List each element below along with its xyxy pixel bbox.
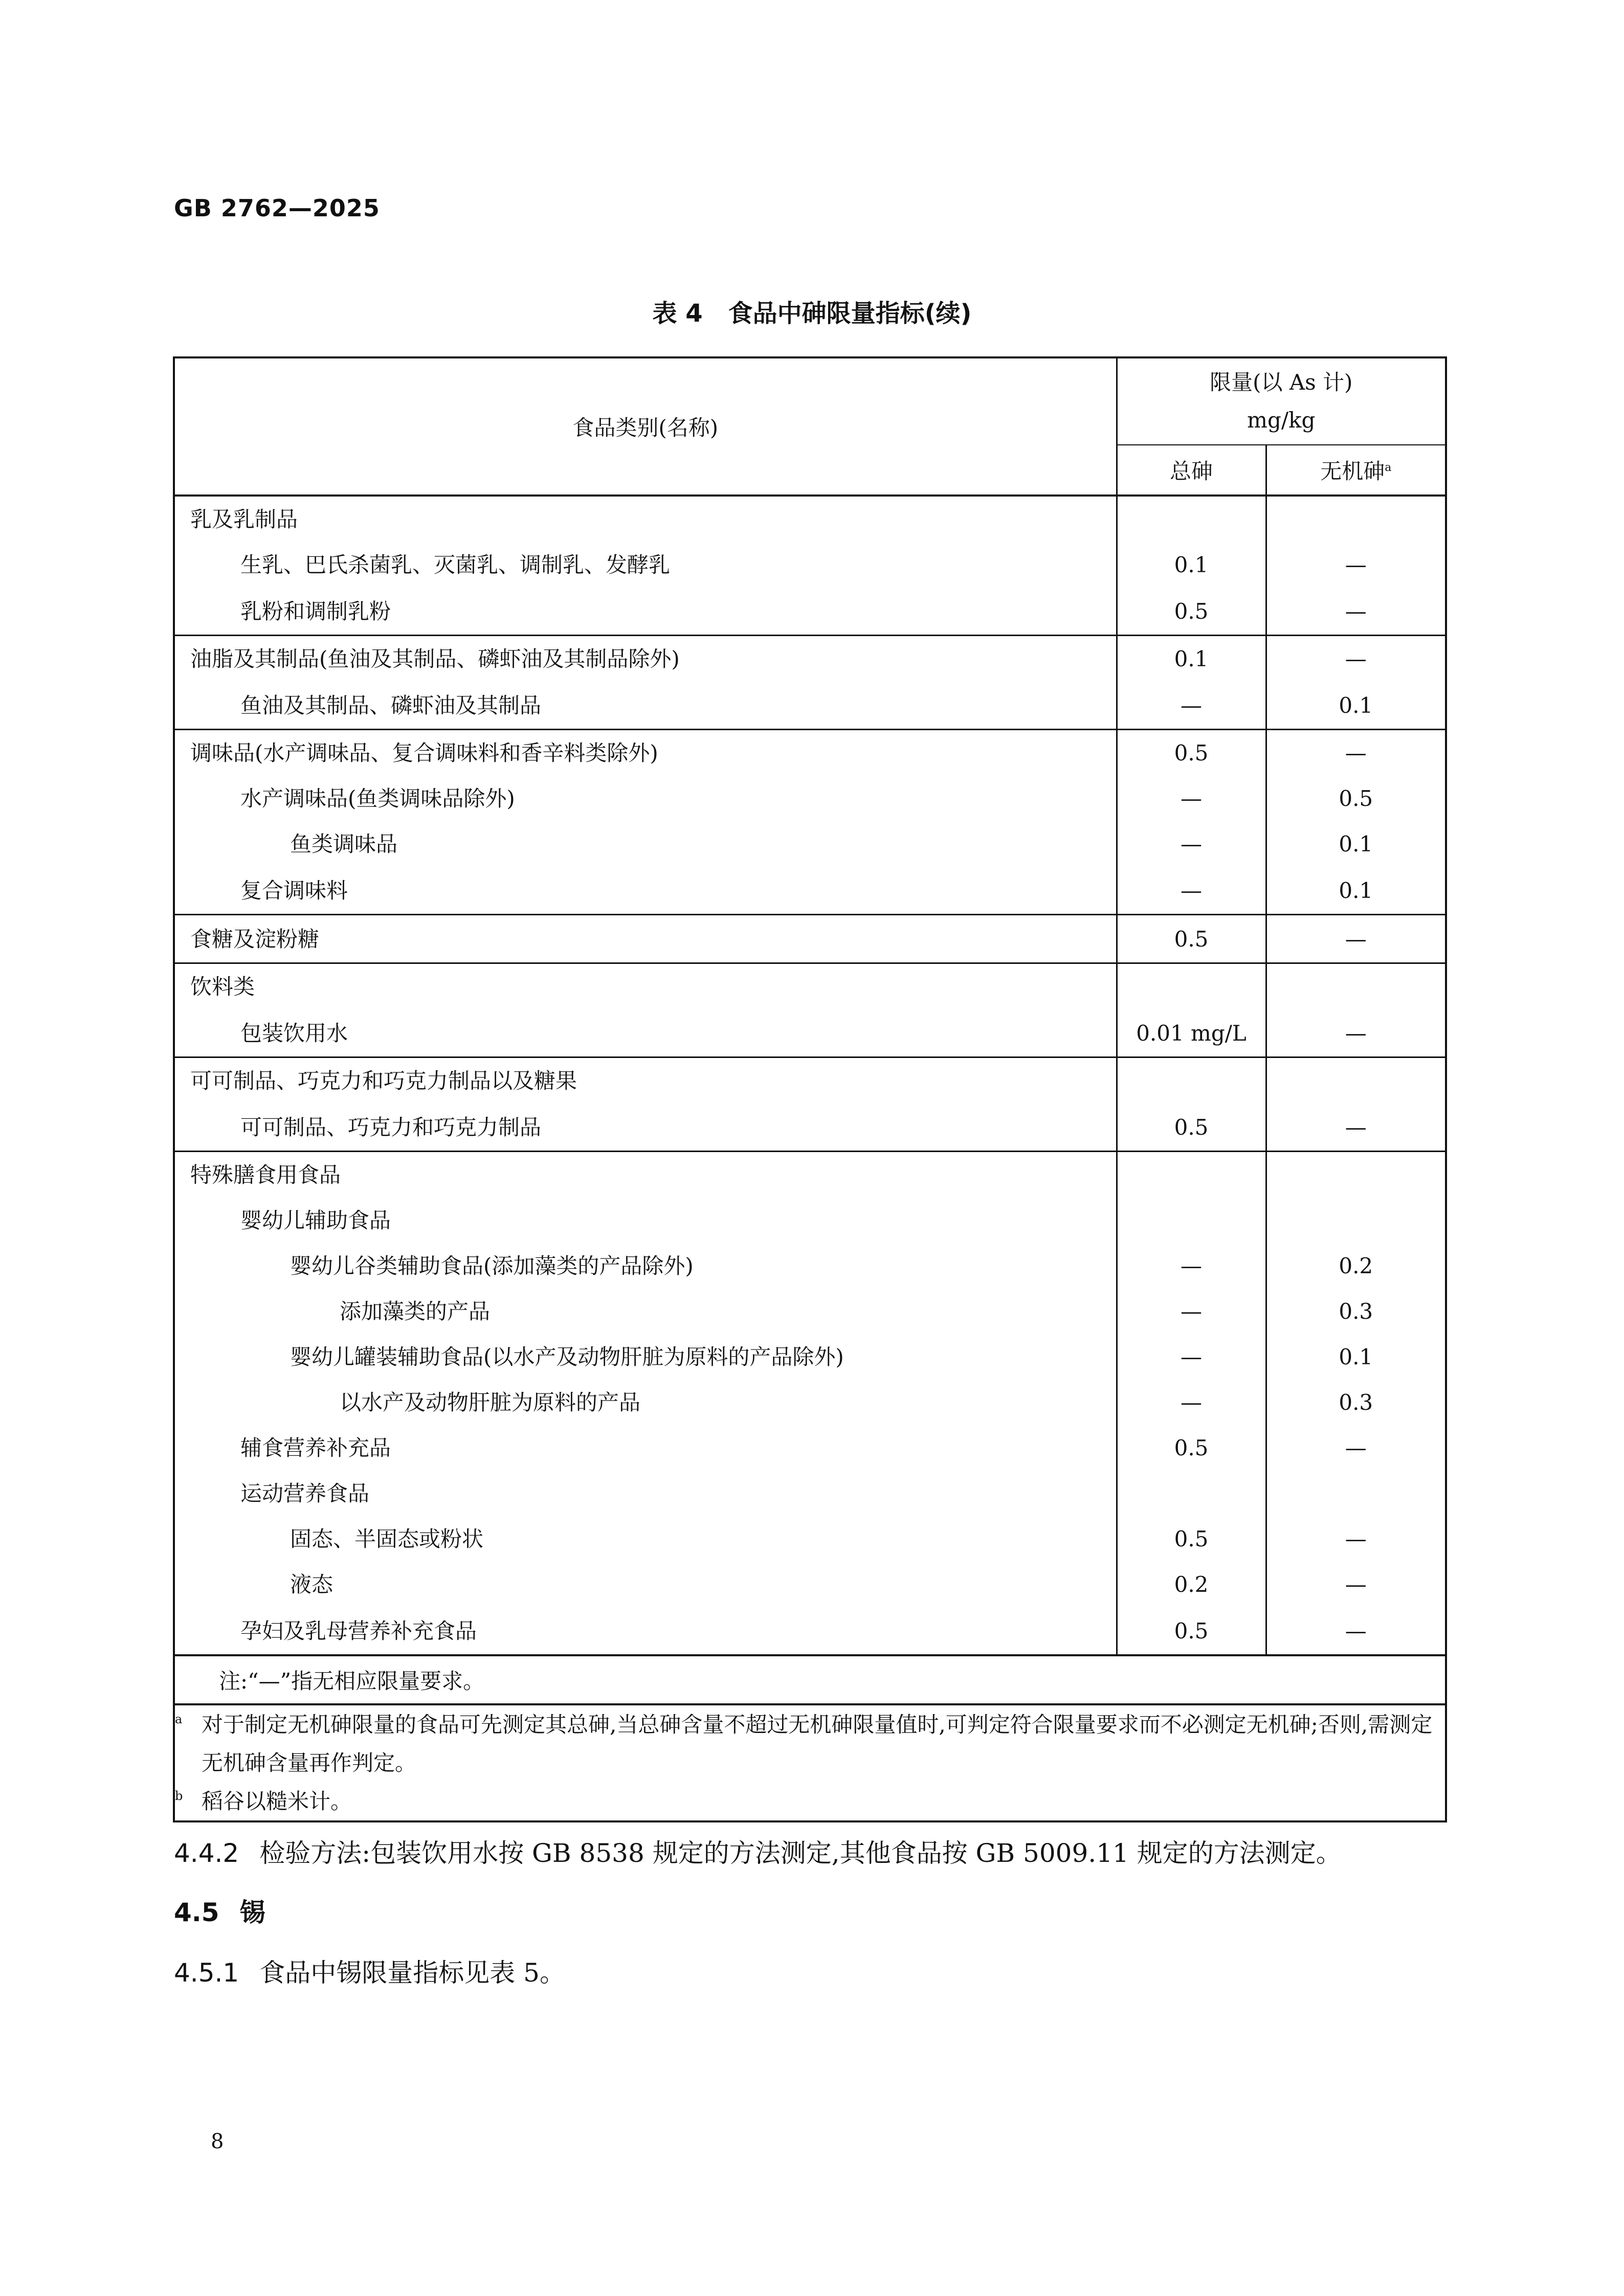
total-arsenic-cell: 0.01 mg/L bbox=[1117, 1009, 1266, 1057]
food-category-cell: 乳粉和调制乳粉 bbox=[174, 588, 1117, 636]
table-row bbox=[174, 542, 1446, 588]
clause-number: 4.4.2 bbox=[174, 1838, 239, 1868]
table-title-text: 食品中砷限量指标(续) bbox=[728, 299, 972, 328]
clause-4-5-1 bbox=[174, 1952, 565, 1989]
inorganic-arsenic-cell bbox=[1266, 1152, 1446, 1198]
table-group bbox=[174, 730, 1446, 915]
food-category-cell: 食糖及淀粉糖 bbox=[174, 915, 1117, 963]
total-arsenic-cell: 0.1 bbox=[1117, 636, 1266, 682]
table-row bbox=[174, 636, 1446, 682]
header-food-category: 食品类别(名称) bbox=[174, 357, 1117, 496]
total-arsenic-cell: — bbox=[1117, 776, 1266, 821]
total-arsenic-cell bbox=[1117, 1152, 1266, 1198]
food-category-cell: 特殊膳食用食品 bbox=[174, 1152, 1117, 1198]
footnote-a-mark: a bbox=[175, 1712, 183, 1726]
table-row bbox=[174, 1104, 1446, 1152]
clause-number: 4.5.1 bbox=[174, 1958, 239, 1988]
total-arsenic-cell: 0.2 bbox=[1117, 1562, 1266, 1607]
table-footnotes bbox=[174, 1704, 1446, 1821]
header-inorganic-arsenic bbox=[1266, 445, 1446, 496]
inorganic-arsenic-cell bbox=[1266, 496, 1446, 542]
table-row bbox=[174, 1607, 1446, 1655]
table-row bbox=[174, 776, 1446, 821]
total-arsenic-cell bbox=[1117, 1198, 1266, 1243]
inorganic-arsenic-cell: 0.1 bbox=[1339, 1344, 1373, 1369]
total-arsenic-cell: 0.1 bbox=[1117, 542, 1266, 588]
clause-text: 检验方法:包装饮用水按 GB 8538 规定的方法测定,其他食品按 GB 5009.11 规定的方法测定。 bbox=[259, 1838, 1342, 1868]
inorganic-arsenic-cell: 0.3 bbox=[1339, 1299, 1373, 1324]
total-arsenic-cell: — bbox=[1117, 1334, 1266, 1380]
footnote-a-text: 对于制定无机砷限量的食品可先测定其总砷,当总砷含量不超过无机砷限量值时,可判定符合限量要求而不必测定无机砷;否则,需测定无机砷含量再作判定。 bbox=[202, 1712, 1433, 1775]
food-category-cell: 固态、半固态或粉状 bbox=[174, 1516, 1117, 1562]
food-category-cell: 辅食营养补充品 bbox=[174, 1425, 1117, 1471]
table-note: 注:“—”指无相应限量要求。 bbox=[174, 1655, 1446, 1704]
table-group bbox=[174, 1152, 1446, 1656]
table-row bbox=[174, 1380, 1446, 1425]
section-title: 锡 bbox=[239, 1898, 265, 1927]
table-row bbox=[174, 1057, 1446, 1104]
food-category-cell: 运动营养食品 bbox=[174, 1471, 1117, 1516]
table-number: 表 4 bbox=[652, 299, 703, 328]
table-row bbox=[174, 682, 1446, 730]
footnote-mark-a: a bbox=[1385, 461, 1392, 474]
footnote-b bbox=[175, 1782, 1445, 1820]
table-group bbox=[174, 1057, 1446, 1152]
table-row bbox=[174, 1516, 1446, 1562]
section-number: 4.5 bbox=[174, 1898, 219, 1927]
inorganic-arsenic-cell bbox=[1266, 1471, 1446, 1516]
total-arsenic-cell bbox=[1117, 1057, 1266, 1104]
food-category-cell: 鱼类调味品 bbox=[174, 821, 1117, 867]
inorganic-arsenic-cell bbox=[1266, 963, 1446, 1010]
food-category-cell: 复合调味料 bbox=[174, 867, 1117, 915]
food-category-cell: 油脂及其制品(鱼油及其制品、磷虾油及其制品除外) bbox=[174, 636, 1117, 682]
total-arsenic-cell: 0.5 bbox=[1117, 1607, 1266, 1655]
total-arsenic-cell: — bbox=[1117, 1380, 1266, 1425]
total-arsenic-cell: 0.5 bbox=[1117, 915, 1266, 963]
inorganic-arsenic-cell: 0.5 bbox=[1339, 786, 1373, 811]
total-arsenic-cell bbox=[1117, 1471, 1266, 1516]
inorganic-arsenic-cell: — bbox=[1345, 1114, 1367, 1140]
header-limit-unit: mg/kg bbox=[1247, 408, 1316, 433]
total-arsenic-cell bbox=[1117, 963, 1266, 1010]
inorganic-arsenic-cell: — bbox=[1266, 730, 1446, 776]
page-number: 8 bbox=[211, 2130, 224, 2153]
table-row bbox=[174, 1471, 1446, 1516]
inorganic-arsenic-cell: — bbox=[1266, 636, 1446, 682]
arsenic-limits-table bbox=[173, 356, 1447, 1822]
food-category-cell: 婴幼儿罐装辅助食品(以水产及动物肝脏为原料的产品除外) bbox=[174, 1334, 1117, 1380]
inorganic-arsenic-cell: 0.3 bbox=[1339, 1390, 1373, 1415]
table-row bbox=[174, 1009, 1446, 1057]
table-row bbox=[174, 1562, 1446, 1607]
table-row bbox=[174, 496, 1446, 542]
table-row bbox=[174, 867, 1446, 915]
table-row bbox=[174, 1289, 1446, 1334]
total-arsenic-cell: 0.5 bbox=[1117, 1104, 1266, 1152]
table-group bbox=[174, 636, 1446, 730]
table-row bbox=[174, 1152, 1446, 1198]
clause-4-4-2 bbox=[174, 1833, 1342, 1870]
food-category-cell: 可可制品、巧克力和巧克力制品 bbox=[174, 1104, 1117, 1152]
table-row bbox=[174, 963, 1446, 1010]
food-category-cell: 可可制品、巧克力和巧克力制品以及糖果 bbox=[174, 1057, 1117, 1104]
food-category-cell: 生乳、巴氏杀菌乳、灭菌乳、调制乳、发酵乳 bbox=[174, 542, 1117, 588]
table-row bbox=[174, 1425, 1446, 1471]
inorganic-arsenic-cell: 0.1 bbox=[1339, 877, 1373, 903]
food-category-cell: 液态 bbox=[174, 1562, 1117, 1607]
food-category-cell: 添加藻类的产品 bbox=[174, 1289, 1117, 1334]
food-category-cell: 乳及乳制品 bbox=[174, 496, 1117, 542]
footnote-b-text: 稻谷以糙米计。 bbox=[202, 1789, 352, 1814]
food-category-cell: 水产调味品(鱼类调味品除外) bbox=[174, 776, 1117, 821]
table-row bbox=[174, 730, 1446, 776]
total-arsenic-cell: 0.5 bbox=[1117, 1425, 1266, 1471]
food-category-cell: 婴幼儿谷类辅助食品(添加藻类的产品除外) bbox=[174, 1243, 1117, 1289]
total-arsenic-cell: — bbox=[1117, 1289, 1266, 1334]
inorganic-arsenic-cell: — bbox=[1345, 1572, 1367, 1597]
inorganic-arsenic-cell: — bbox=[1266, 915, 1446, 963]
total-arsenic-cell: 0.5 bbox=[1117, 588, 1266, 636]
total-arsenic-cell: — bbox=[1117, 682, 1266, 730]
inorganic-arsenic-cell: — bbox=[1345, 1435, 1367, 1460]
food-category-cell: 包装饮用水 bbox=[174, 1009, 1117, 1057]
table-row bbox=[174, 588, 1446, 636]
clause-text: 食品中锡限量指标见表 5。 bbox=[259, 1958, 565, 1988]
food-category-cell: 以水产及动物肝脏为原料的产品 bbox=[174, 1380, 1117, 1425]
table-row bbox=[174, 821, 1446, 867]
section-4-5 bbox=[174, 1892, 265, 1929]
inorganic-arsenic-cell: — bbox=[1345, 1526, 1367, 1551]
inorganic-arsenic-cell: 0.1 bbox=[1339, 831, 1373, 857]
header-limit bbox=[1117, 357, 1446, 445]
food-category-cell: 饮料类 bbox=[174, 963, 1117, 1010]
inorganic-arsenic-cell: 0.1 bbox=[1339, 692, 1373, 718]
header-inorganic-label: 无机砷 bbox=[1320, 459, 1385, 484]
footnote-a bbox=[175, 1705, 1445, 1782]
inorganic-arsenic-cell bbox=[1266, 1198, 1446, 1243]
standard-code: GB 2762—2025 bbox=[174, 194, 380, 222]
table-group bbox=[174, 915, 1446, 963]
total-arsenic-cell: 0.5 bbox=[1117, 730, 1266, 776]
total-arsenic-cell: — bbox=[1117, 821, 1266, 867]
table-group bbox=[174, 496, 1446, 636]
table-title bbox=[0, 294, 1624, 329]
table-row bbox=[174, 1334, 1446, 1380]
food-category-cell: 调味品(水产调味品、复合调味料和香辛料类除外) bbox=[174, 730, 1117, 776]
inorganic-arsenic-cell bbox=[1266, 1057, 1446, 1104]
total-arsenic-cell: 0.5 bbox=[1117, 1516, 1266, 1562]
inorganic-arsenic-cell: 0.2 bbox=[1339, 1253, 1373, 1278]
food-category-cell: 婴幼儿辅助食品 bbox=[174, 1198, 1117, 1243]
table-row bbox=[174, 915, 1446, 963]
table-row bbox=[174, 1243, 1446, 1289]
total-arsenic-cell: — bbox=[1117, 867, 1266, 915]
food-category-cell: 鱼油及其制品、磷虾油及其制品 bbox=[174, 682, 1117, 730]
table-group bbox=[174, 963, 1446, 1057]
food-category-cell: 孕妇及乳母营养补充食品 bbox=[174, 1607, 1117, 1655]
header-limit-label: 限量(以 As 计) bbox=[1210, 370, 1353, 395]
footnote-b-mark: b bbox=[175, 1789, 183, 1803]
inorganic-arsenic-cell: — bbox=[1345, 1618, 1367, 1644]
table-row bbox=[174, 1198, 1446, 1243]
total-arsenic-cell bbox=[1117, 496, 1266, 542]
total-arsenic-cell: — bbox=[1117, 1243, 1266, 1289]
inorganic-arsenic-cell: — bbox=[1345, 552, 1367, 577]
inorganic-arsenic-cell: — bbox=[1345, 598, 1367, 624]
inorganic-arsenic-cell: — bbox=[1345, 1020, 1367, 1046]
header-total-arsenic: 总砷 bbox=[1117, 445, 1266, 496]
